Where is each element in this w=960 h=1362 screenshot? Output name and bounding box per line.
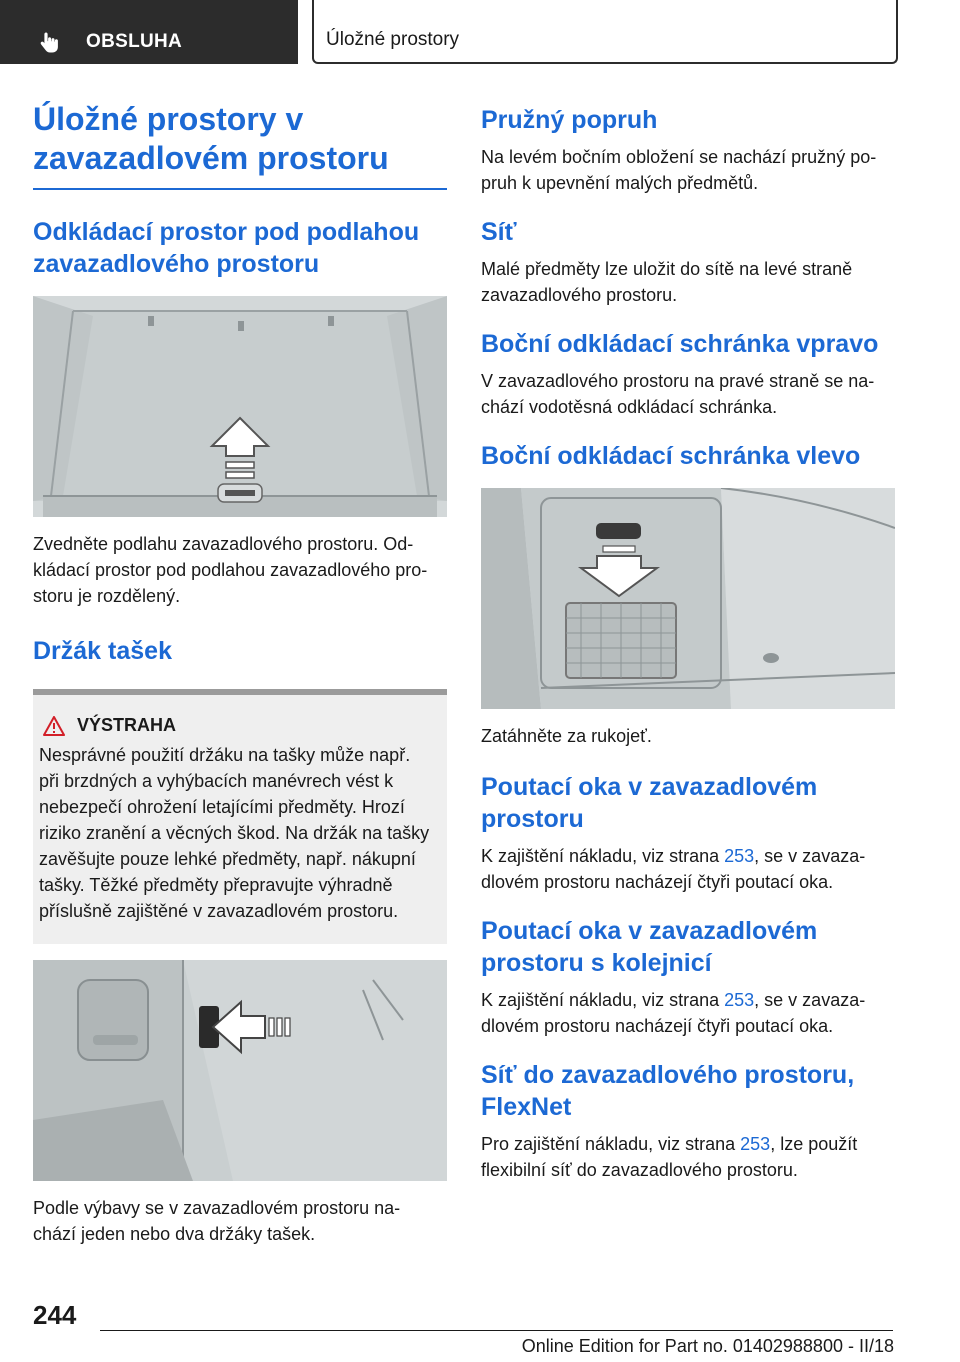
chapter-tab-label: Úložné prostory [326,29,460,50]
section-tab [0,0,298,64]
text-lashing-eyes-rail [481,987,895,1039]
chapter-tab [312,0,898,64]
heading-line: Poutací oka v zavazadlovém [481,773,818,801]
caption-line: Zvedněte podlahu zavazadlového prostoru. Od- [33,534,414,554]
footer-rule [100,1330,893,1331]
page-link[interactable]: 253 [724,990,755,1010]
caption-line: storu je rozdělený. [33,586,181,606]
text-line: zavazadlového prostoru. [481,285,678,305]
text-fragment: Pro zajištění nákladu, viz strana [481,1134,741,1154]
text-line: dlovém prostoru nacházejí čtyři poutací oka. [481,1016,834,1036]
left-compartment-illustration [481,488,895,709]
heading-line: prostoru s kolejnicí [481,949,712,977]
title-rule [33,188,447,190]
heading-line: Poutací oka v zavazadlovém [481,917,818,945]
text-line: chází vodotěsná odkládací schránka. [481,397,778,417]
caption-line: chází jeden nebo dva držáky tašek. [33,1224,316,1244]
caption-under-floor [33,531,447,609]
section-tab-label: OBSLUHA [86,31,183,52]
warning-box [33,689,447,944]
heading-left-compartment: Boční odkládací schránka vlevo [481,442,861,470]
warning-title: VÝSTRAHA [77,715,177,735]
page-title-line-1: Úložné prostory v [33,101,304,137]
edition-note: Online Edition for Part no. 01402988800 - II/18 [521,1336,894,1356]
page-link[interactable]: 253 [740,1134,771,1154]
text-net [481,256,895,308]
text-fragment: K zajištění nákladu, viz strana [481,846,725,866]
heading-right-compartment: Boční odkládací schránka vpravo [481,330,879,358]
text-elastic-strap [481,144,895,196]
warning-text [39,742,441,924]
trunk-floor-illustration [33,296,447,517]
caption-line: Podle výbavy se v zavazadlovém prostoru na- [33,1198,401,1218]
text-line: Na levém bočním obložení se nachází pružný po- [481,147,877,167]
page-link[interactable]: 253 [724,846,755,866]
text-line: dlovém prostoru nacházejí čtyři poutací oka. [481,872,834,892]
text-line: Malé předměty lze uložit do sítě na levé straně [481,259,853,279]
page-header [0,0,960,66]
warning-triangle-icon [43,716,65,736]
heading-line: prostoru [481,805,584,833]
caption-bag-holder [33,1195,447,1247]
page-title-line-2: zavazadlovém prostoru [33,140,389,176]
heading-net: Síť [481,218,517,246]
warning-title-row [39,715,441,736]
heading-line: FlexNet [481,1093,572,1121]
warning-line: tašky. Těžké předměty přepravujte výhradně [39,875,393,895]
bag-holder-illustration [33,960,447,1181]
heading-line-1: Odkládací prostor pod podlahou [33,218,420,246]
warning-line: nebezpečí ohrožení letajícími předměty. Hrozí [39,797,405,817]
page-number: 244 [33,1300,77,1330]
text-fragment: , se v zavaza- [754,846,866,866]
hand-pointer-icon [38,30,62,54]
caption-line: kládací prostor pod podlahou zavazadlového pro- [33,560,428,580]
text-flexnet [481,1131,895,1183]
text-line: flexibilní síť do zavazadlového prostoru. [481,1160,798,1180]
text-line: pruh k upevnění malých předmětů. [481,173,759,193]
heading-flexnet [481,1059,895,1123]
warning-line: při brzdných a vyhýbacích manévrech vést k [39,771,394,791]
warning-line: Nesprávné použití držáku na tašky může např. [39,745,411,765]
right-column [481,100,895,1183]
text-fragment: K zajištění nákladu, viz strana [481,990,725,1010]
caption-left-compartment: Zatáhněte za rukojeť. [481,726,652,746]
page-title [33,100,447,178]
heading-line-2: zavazadlového prostoru [33,250,320,278]
warning-line: riziko zranění a věcných škod. Na držák na tašky [39,823,430,843]
heading-elastic-strap: Pružný popruh [481,106,658,134]
text-right-compartment [481,368,895,420]
text-lashing-eyes [481,843,895,895]
text-line: V zavazadlového prostoru na pravé straně se na- [481,371,875,391]
warning-line: příslušně zajištěné v zavazadlovém prostoru. [39,901,399,921]
heading-lashing-eyes [481,771,895,835]
heading-lashing-eyes-rail [481,915,895,979]
text-fragment: , se v zavaza- [754,990,866,1010]
left-column [33,100,447,1247]
text-fragment: , lze použít [770,1134,858,1154]
heading-bag-holder: Držák tašek [33,637,172,665]
warning-line: zavěšujte pouze lehké předměty, např. nákupní [39,849,416,869]
heading-under-floor-storage [33,216,447,280]
heading-line: Síť do zavazadlového prostoru, [481,1061,855,1089]
